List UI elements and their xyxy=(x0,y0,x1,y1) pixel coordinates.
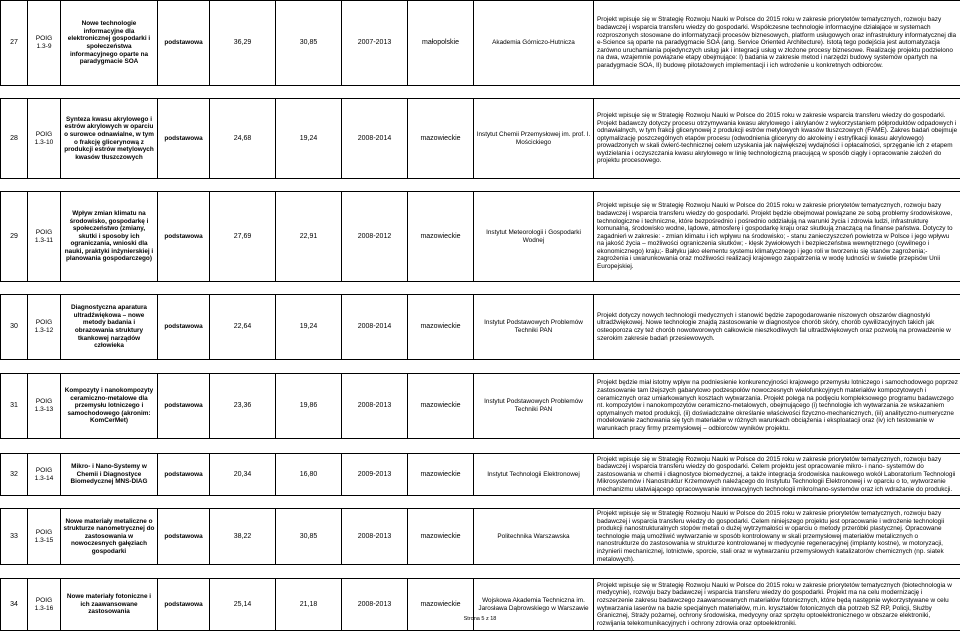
row-spacer xyxy=(1,439,960,454)
total-cost: 23,36 xyxy=(210,374,276,439)
project-years: 2008-2013 xyxy=(342,579,408,631)
project-type: podstawowa xyxy=(158,579,210,631)
row-spacer xyxy=(1,282,960,295)
eu-contribution: 22,91 xyxy=(276,192,342,282)
row-spacer xyxy=(1,565,960,579)
row-number: 31 xyxy=(1,374,28,439)
beneficiary-institution: Instytut Meteorologii i Gospodarki Wodnej xyxy=(474,192,594,282)
total-cost: 38,22 xyxy=(210,509,276,565)
table-row xyxy=(1,454,960,496)
project-description: Projekt wpisuje się w Strategię Rozwoju Nauki w Polsce do 2015 roku w zakresie wsparcia transferu wiedzy do gospodarki. Projekt badawczy dotyczy procesu otrzymywania kwasu akrylowego i akrylanów z wykorzystaniem półproduktów odpadowych i odnawialnych, w tym frakcji glicerynowej z produkcji estrów metylowych kwasów tłuszczowych (FAME). Zakres badań obejmuje optymalizację poszczególnych etapów procesu (odwodnienia gliceryny do akroleiny i estryfikacji kwasu akrylowego) prowadzonych w skali ćwierć-technicznej celem uzyskania jak największej wydajności i opłacalności, sprzęganie ich z etapem wydzielania i oczyszczania kwasu akrylowego w linię technologiczną pracującą w sposób ciągły i opracowanie założeń do projektu procesowego. xyxy=(594,99,960,179)
beneficiary-institution: Akademia Górniczo-Hutnicza xyxy=(474,1,594,86)
row-number: 29 xyxy=(1,192,28,282)
project-code: POIG 1.3-10 xyxy=(28,99,61,179)
voivodeship: mazowieckie xyxy=(408,509,474,565)
project-type: podstawowa xyxy=(158,374,210,439)
eu-contribution: 30,85 xyxy=(276,1,342,86)
row-spacer xyxy=(1,86,960,99)
spacer-cell xyxy=(1,496,960,509)
table-row xyxy=(1,579,960,631)
beneficiary-institution: Instytut Technologii Elektronowej xyxy=(474,454,594,496)
table-row xyxy=(1,1,960,86)
spacer-cell xyxy=(1,86,960,99)
project-description: Projekt wpisuje się w Strategię Rozwoju Nauki w Polsce do 2015 roku w zakresie priorytetów tematycznych, rozwoju bazy badawczej i wsparcia transferu wiedzy do gospodarki. Celem projektu jest opracowanie mikro- i nano- systemów do zastosowania w chemii i diagnostyce biomedycznej, a także integracja środowiska naukowego wokół Laboratorium Technologii Mikrosystemów i Nanostruktur Krzemowych należącego do Instytutu Technologii Elektronowej i w oparciu o to, wytworzenie mechanizmu ułatwiającego opracowywanie innowacyjnych technologii mikro/nano-systemów oraz ich wdrażanie do produkcji. xyxy=(594,454,960,496)
eu-contribution: 21,18 xyxy=(276,579,342,631)
voivodeship: mazowieckie xyxy=(408,192,474,282)
table-row xyxy=(1,99,960,179)
project-description: Projekt dotyczy nowych technologii medycznych i stanowić będzie zapogodarowanie niszowych obszarów diagnostyki ultradźwiękowej. Nowe technologie znajdą zastosowanie w diagnostyce chorób skóry, chorób cywilizacyjnych takich jak osteoporoza czy też chorób nowotworowych całkowicie nieszkodliwych fal ultradźwiękowych oraz pozwolą na prowadzenie w szerokim zakresie badań przesiewowych. xyxy=(594,295,960,360)
project-description: Projekt wpisuje się w Strategię Rozwoju Nauki w Polsce do 2015 roku w zakresie priorytetów tematycznych, rozwoju bazy badawczej i wsparcia transferu wiedzy do gospodarki. Współczesne technologie informacyjne działające w systemach rozproszonych stosowane do informatyzacji procesów biznesowych, platform usługowych oraz infrastruktury informatycznej dla e-Science są oparte na paradygmacie SOA (ang. Service Oriented Architecture). Istotą tego podejścia jest automatyzacja zarówno uruchamiania pojedynczych usług jak i integracji usług w złożone procesy biznesowe. Realizację projektu podzielono na dwa, wzajemnie powiązane etapy obejmujące: I) badania w zakresie metod i narzędzi budowy systemów opartych na paradygmacie SOA, II) budowę pilotażowych implementacji i ich wdrożenie u konkretnych odbiorców. xyxy=(594,1,960,86)
spacer-cell xyxy=(1,439,960,454)
project-title: Kompozyty i nanokompozyty ceramiczno-metalowe dla przemysłu lotniczego i samochodowego (akronim: KomCerMet) xyxy=(61,374,158,439)
spacer-cell xyxy=(1,179,960,192)
total-cost: 20,34 xyxy=(210,454,276,496)
project-description: Projekt wpisuje się w Strategię Rozwoju Nauki w Polsce do 2015 roku w zakresie priorytetów tematycznych, rozwoju bazy badawczej i wsparcia transferu wiedzy do gospodarki. Celem niniejszego projektu jest opracowanie i wdrożenie technologii produkcji nanostrukturalnych stopów metali o dużej wytrzymałości w oparciu o metody przeróbki plastycznej. Opracowane technologie mają umożliwić wytwarzanie w sposób kontrolowany w skali przemysłowej materiałów metalicznych o nanostrukturze do zastosowania w strukturze kontrolowanej w medycynie regeneracyjnej (implanty kostne), w motoryzacji, inżynierii mechanicznej, lotnictwie, sporcie, stali oraz w wytwarzaniu przemysłowych katalizatorów chemicznych (np. siatek metalowych). xyxy=(594,509,960,565)
row-spacer xyxy=(1,496,960,509)
project-years: 2009-2013 xyxy=(342,454,408,496)
eu-contribution: 19,24 xyxy=(276,295,342,360)
table-row xyxy=(1,509,960,565)
beneficiary-institution: Instytut Chemii Przemysłowej im. prof. I. Mościckiego xyxy=(474,99,594,179)
project-years: 2008-2014 xyxy=(342,295,408,360)
project-title: Mikro- i Nano-Systemy w Chemii i Diagnostyce Biomedycznej MNS-DIAG xyxy=(61,454,158,496)
spacer-cell xyxy=(1,282,960,295)
voivodeship: mazowieckie xyxy=(408,295,474,360)
row-number: 30 xyxy=(1,295,28,360)
total-cost: 22,64 xyxy=(210,295,276,360)
spacer-cell xyxy=(1,360,960,374)
beneficiary-institution: Instytut Podstawowych Problemów Techniki PAN xyxy=(474,374,594,439)
project-years: 2008-2013 xyxy=(342,509,408,565)
eu-contribution: 19,24 xyxy=(276,99,342,179)
row-number: 34 xyxy=(1,579,28,631)
project-title: Synteza kwasu akrylowego i estrów akrylowych w oparciu o surowce odnawialne, w tym o frakcję glicerynową z produkcji estrów metylowych kwasów tłuszczowych xyxy=(61,99,158,179)
project-type: podstawowa xyxy=(158,99,210,179)
beneficiary-institution: Politechnika Warszawska xyxy=(474,509,594,565)
project-code: POIG 1.3-9 xyxy=(28,1,61,86)
project-code: POIG 1.3-15 xyxy=(28,509,61,565)
voivodeship: małopolskie xyxy=(408,1,474,86)
project-title: Nowe technologie informacyjne dla elektronicznej gospodarki i społeczeństwa informacyjnego oparte na paradygmacie SOA xyxy=(61,1,158,86)
project-description: Projekt wpisuje się w Strategię Rozwoju Nauki w Polsce do 2015 roku w zakresie priorytetów tematycznych, rozwoju bazy badawczej i wsparcia transferu wiedzy do gospodarki. Projekt będzie obejmował powiązane ze sobą problemy środowiskowe, technologiczne i techniczne, które bezpośrednio i pośrednio oddziałują na warunki życia i zdrowia ludzi, infrastrukturę komunalną, środowisko wodne, lądowe, atmosferę i gospodarkę kraju oraz skutkują znaczącą na finanse państwa. Dotyczy to zagadnień w zakresie: - zmian klimatu i ich wpływu na środowisko; - stanu zanieczyszczeń powietrza w Polsce i jego wpływu na jakość życia – możliwości ograniczenia skutków; - klęsk żywiołowych i bezpieczeństwa wewnętrznego (cywilnego i ekonomicznego) kraju;- Bałtyku jako elementu systemu klimatycznego i jego roli w tworzeniu się stanów zagrożenia;- zagrożenia i uwarunkowania oraz możliwości realizacji krajowego zaopatrzenia w wodę ludności w świetle przepisów Unii Europejskiej. xyxy=(594,192,960,282)
project-type: podstawowa xyxy=(158,295,210,360)
project-description: Projekt wpisuje się w Strategię Rozwoju Nauki w Polsce do 2015 roku w zakresie priorytetów tematycznych (biotechnologia w medycynie), rozwoju bazy badawczej i wsparcia transferu wiedzy do gospodarki. Projekt ma na celu modernizację i rozszerzenie zakresu badawczego zaawansowanych materiałów fotonicznych, które będą następnie wykorzystywane w celu wytwarzania laserów na bazie specjalnych materiałów, m.in. kryształów fotonicznych dla potrzeb SZ RP, Policji, Służby Granicznej, Straży pożarnej, ochrony środowiska, medycyny oraz sprzętu optoelektronicznego w obszarze elektroniki, rozwijania telekomunikacyjnych i ochrony zdrowia oraz optoelektroniki. xyxy=(594,579,960,631)
eu-contribution: 30,85 xyxy=(276,509,342,565)
total-cost: 24,68 xyxy=(210,99,276,179)
project-type: podstawowa xyxy=(158,454,210,496)
total-cost: 25,14 xyxy=(210,579,276,631)
project-code: POIG 1.3-16 xyxy=(28,579,61,631)
project-years: 2008-2013 xyxy=(342,374,408,439)
project-years: 2008-2014 xyxy=(342,99,408,179)
row-spacer xyxy=(1,360,960,374)
row-number: 32 xyxy=(1,454,28,496)
total-cost: 36,29 xyxy=(210,1,276,86)
row-number: 28 xyxy=(1,99,28,179)
project-title: Diagnostyczna aparatura ultradźwiękowa – nowe metody badania i obrazowania struktury tkankowej narządów człowieka xyxy=(61,295,158,360)
project-description: Projekt będzie miał istotny wpływ na podniesienie konkurencyjności krajowego przemysłu lotniczego i samochodowego poprzez zastosowanie tam lżejszych gabarytowo podzespołów nowoczesnych wielofunkcyjnych materiałów kompozytowych i ceramicznych oraz umiarkowanych kosztach wytwarzania. Projekt polega na podjęciu kompleksowego programu badawczego nt. kompozytów i nanokompozytów ceramiczno-metalowych, obejmującego (i) technologie ich wytwarzania ze wskazaniem optymalnych metod produkcji, (ii) doświadczalne określanie właściwości fizyczno-mechanicznych, (iii) analityczno-numeryczne modelowanie zachowania się tych materiałów w różnych warunkach obciążenia i eksploatacji oraz (iv) ich testowanie w warunkach pracy firmy przemysłowej – odbiorców wyników projektu. xyxy=(594,374,960,439)
eu-contribution: 19,86 xyxy=(276,374,342,439)
project-code: POIG 1.3-12 xyxy=(28,295,61,360)
total-cost: 27,69 xyxy=(210,192,276,282)
page-footer: Strona 5 z 18 xyxy=(0,616,960,622)
project-title: Wpływ zmian klimatu na środowisko, gospodarkę i społeczeństwo (zmiany, skutki i sposoby ich ograniczania, wnioski dla nauki, praktyki inżynierskiej i planowania gospodarczego) xyxy=(61,192,158,282)
project-years: 2007-2013 xyxy=(342,1,408,86)
row-number: 27 xyxy=(1,1,28,86)
table-row xyxy=(1,374,960,439)
project-title: Nowe materiały fotoniczne i ich zaawansowane zastosowania xyxy=(61,579,158,631)
row-number: 33 xyxy=(1,509,28,565)
project-years: 2008-2012 xyxy=(342,192,408,282)
project-type: podstawowa xyxy=(158,1,210,86)
row-spacer xyxy=(1,179,960,192)
project-type: podstawowa xyxy=(158,509,210,565)
spacer-cell xyxy=(1,565,960,579)
eu-contribution: 16,80 xyxy=(276,454,342,496)
voivodeship: mazowieckie xyxy=(408,374,474,439)
voivodeship: mazowieckie xyxy=(408,99,474,179)
table-row xyxy=(1,192,960,282)
table-row xyxy=(1,295,960,360)
voivodeship: mazowieckie xyxy=(408,579,474,631)
beneficiary-institution: Instytut Podstawowych Problemów Techniki PAN xyxy=(474,295,594,360)
project-code: POIG 1.3-14 xyxy=(28,454,61,496)
voivodeship: mazowieckie xyxy=(408,454,474,496)
beneficiary-institution: Wojskowa Akademia Techniczna im. Jarosława Dąbrowskiego w Warszawie xyxy=(474,579,594,631)
project-title: Nowe materiały metaliczne o strukturze nanometrycznej do zastosowania w nowoczesnych gałęziach gospodarki xyxy=(61,509,158,565)
project-code: POIG 1.3-13 xyxy=(28,374,61,439)
project-code: POIG 1.3-11 xyxy=(28,192,61,282)
project-type: podstawowa xyxy=(158,192,210,282)
